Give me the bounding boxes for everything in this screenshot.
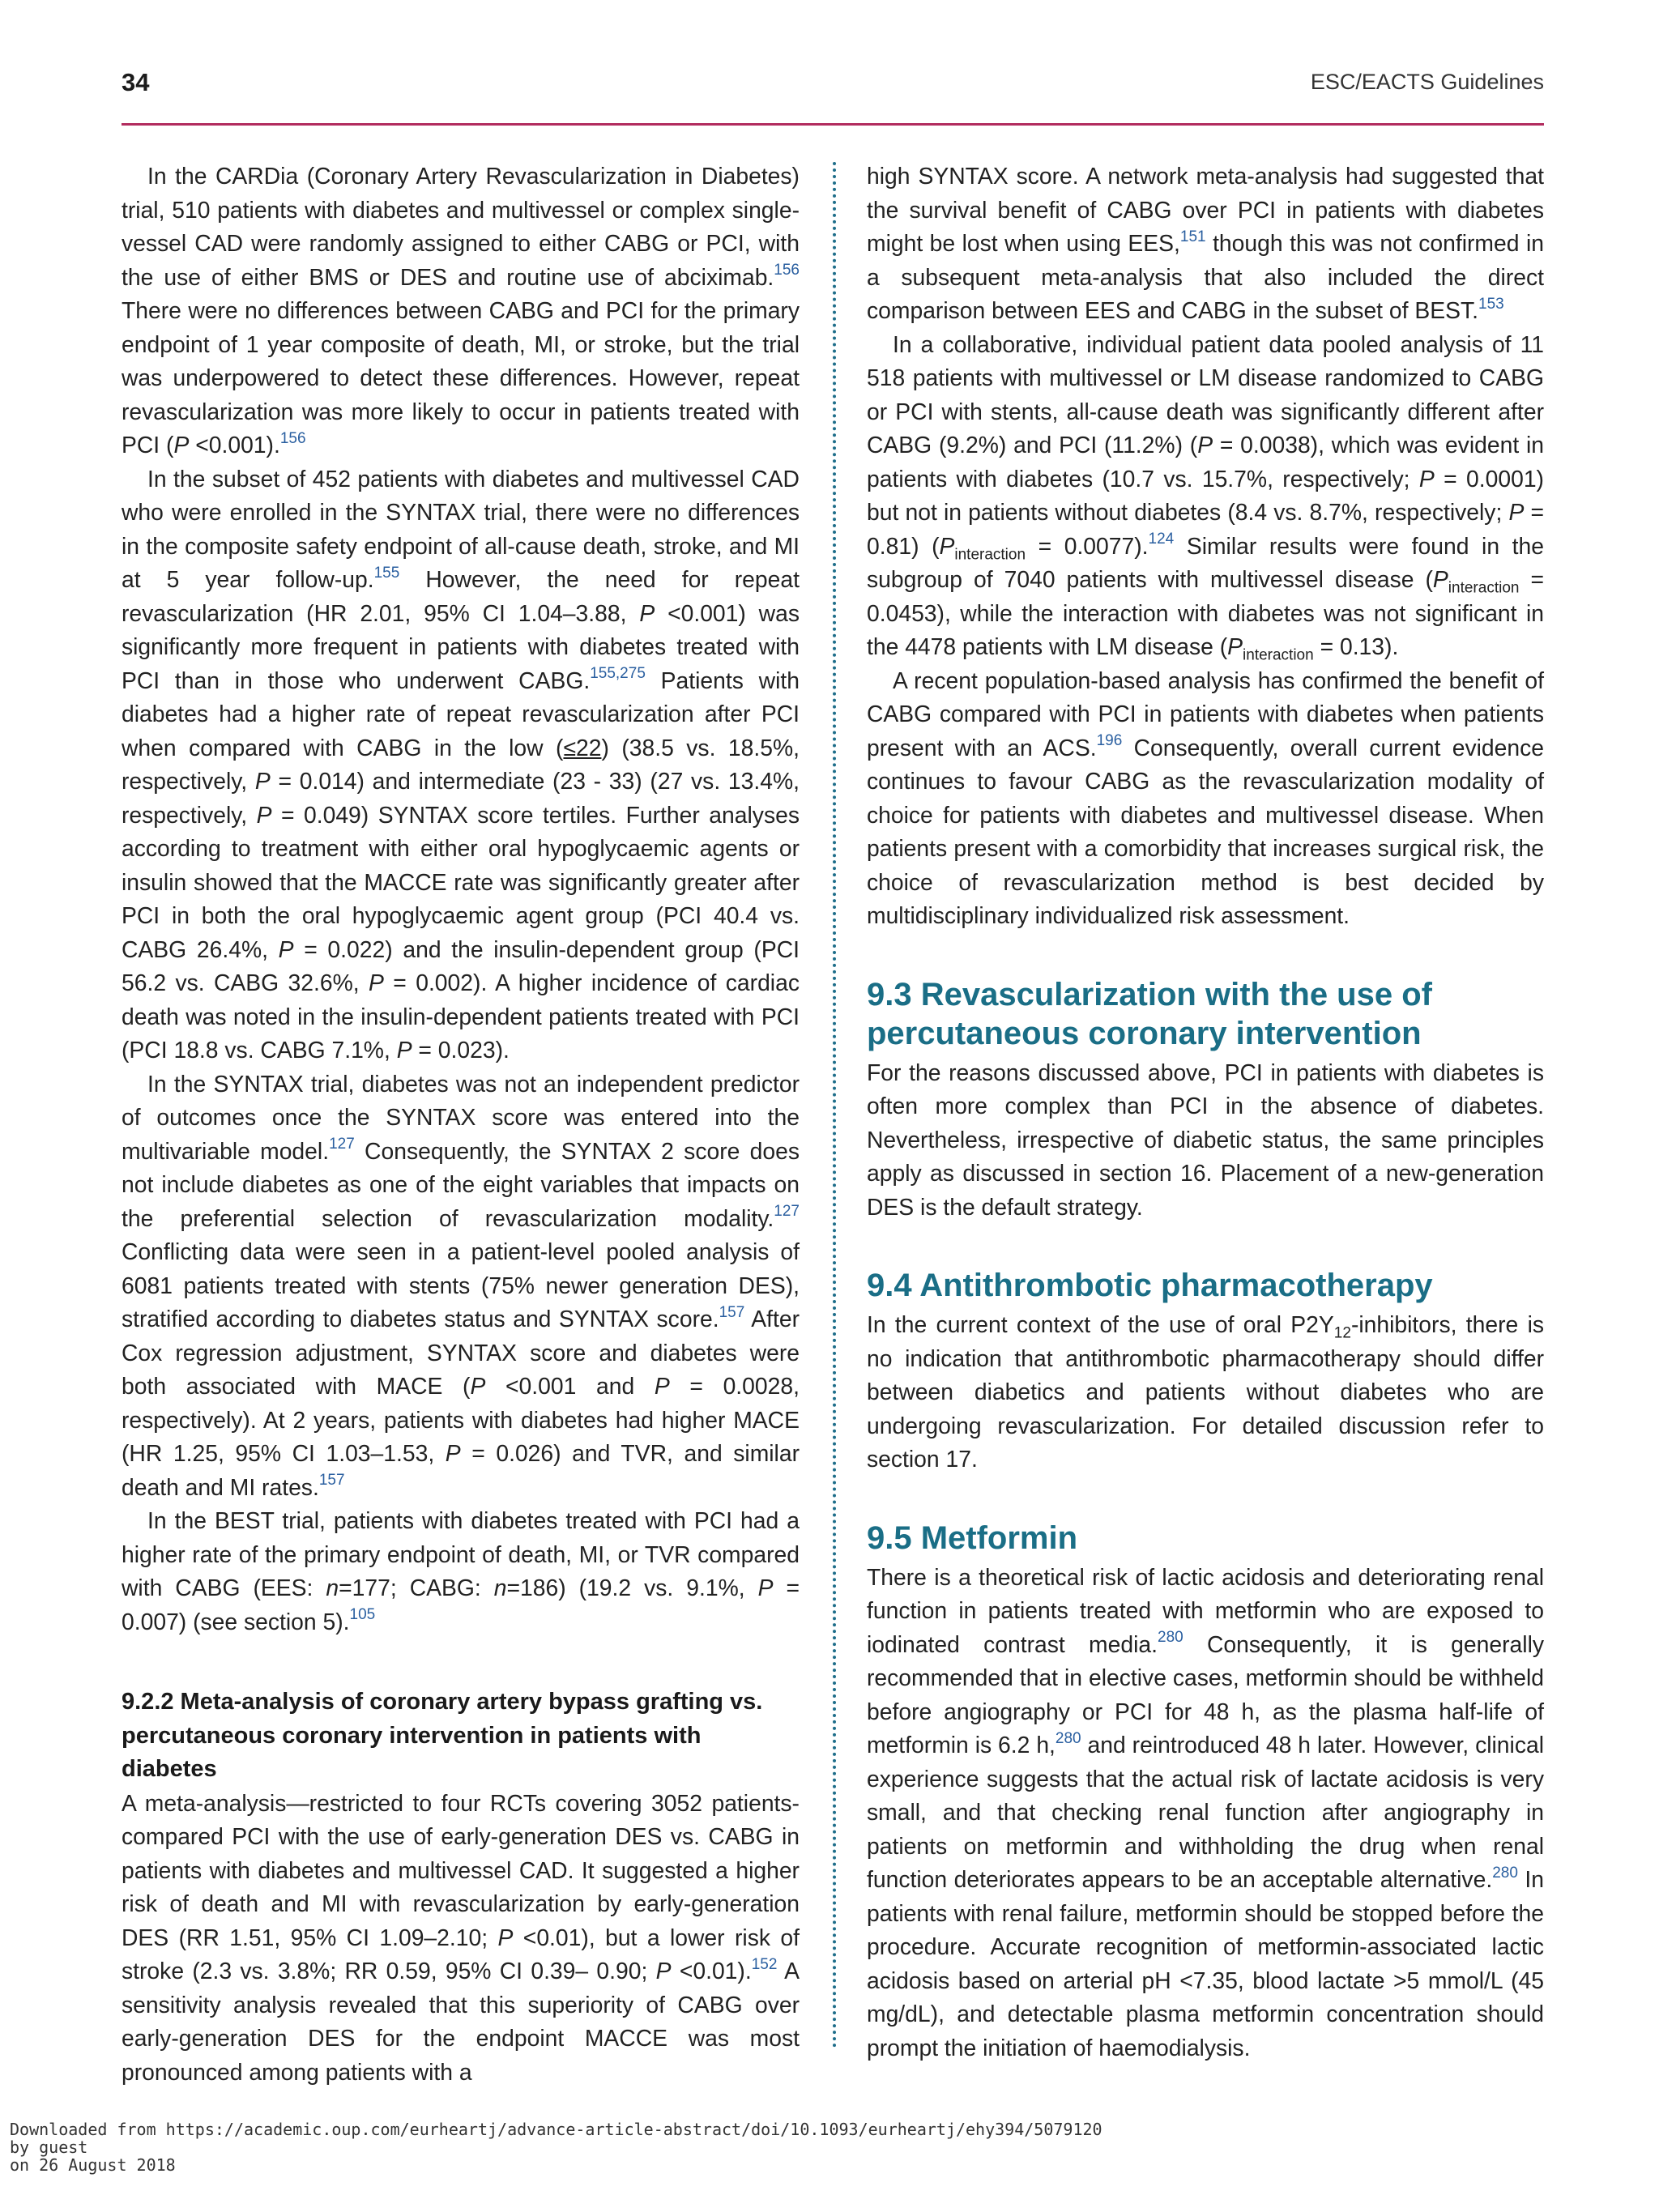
- paragraph-pooled-analysis: In a collaborative, individual patient data pooled analysis of 11 518 patients with multivessel or LM disease randomized to CABG or PCI with stents, all-cause death was significantly different after CABG (9.2%) and PCI (11.2%) (P = 0.0038), which was evident in patients with diabetes (10.7 vs. 15.7%, respectively; P = 0.0001) but not in patients without diabetes (8.4 vs. 8.7%, respectively; P = 0.81) $(P_{interaction} = 0.0077).^{124}$ Similar results were found in the subgroup of 7040 patients with multivessel disease $(P_{interaction} = 0.0453)$, while the interaction with diabetes was not significant in the 4478 patients with LM disease $(P_{interaction} = 0.13)$.: [867, 330, 1544, 664]
- paragraph-network-meta: high SYNTAX score. A network meta-analysis had suggested that the survival benefit of CABG over PCI in patients with diabetes might be lost when using EES,$^{151}$ though this was not confirmed in a subsequent meta-analysis that also included the direct comparison between EES and CABG in the subset of BEST.$^{153}$: [867, 163, 1544, 323]
- reference-link[interactable]: 156: [774, 262, 800, 279]
- reference-link[interactable]: 157: [318, 1472, 345, 1490]
- watermark-date-line: on 26 August 2018: [10, 2155, 176, 2175]
- paragraph-syntax-subset: In the subset of 452 patients with diabetes and multivessel CAD who were enrolled in the SYNTAX trial, there were no differences in the composite safety endpoint of all-cause death, stroke, and MI at 5 year follow-up.$^{155}$ However, the need for repeat revascularization (HR 2.01, 95% CI 1.04–3.88, P <0.001) was significantly more frequent in patients with diabetes treated with PCI than in those who underwent CABG.$^{155,275}$ Patients with diabetes had a higher rate of repeat revascularization after PCI when compared with CABG in the low (≤22) (38.5 vs. 18.5%, respectively, P = 0.014) and intermediate (23 - 33) (27 vs. 13.4%, respectively, P = 0.049) SYNTAX score tertiles. Further analyses according to treatment with either oral hypoglycaemic agents or insulin showed that the MACCE rate was significantly greater after PCI in both the oral hypoglycaemic agent group (PCI 40.4 vs. CABG 26.4%, P = 0.022) and the insulin-dependent group (PCI 56.2 vs. CABG 32.6%, P = 0.002). A higher incidence of cardiac death was noted in the insulin-dependent patients treated with PCI (PCI 18.8 vs. CABG 7.1%, P = 0.023).: [122, 465, 800, 1063]
- reference-link[interactable]: 157: [719, 1303, 745, 1321]
- paragraph-syntax-predictor: In the SYNTAX trial, diabetes was not an independent predictor of outcomes once the SYNTAX score was entered into the multivariable model.$^{127}$ Consequently, the SYNTAX 2 score does not include diabetes as one of the eight variables that impacts on the preferential selection of revascularization modality.$^{127}$ Conflicting data were seen in a patient-level pooled analysis of 6081 patients treated with stents (75% newer generation DES), stratified according to diabetes status and SYNTAX score.$^{157}$ After Cox regression adjustment, SYNTAX score and diabetes were both associated with MACE (P <0.001 and P = 0.0028, respectively). At 2 years, patients with diabetes had higher MACE (HR 1.25, 95% CI 1.03–1.53, P = 0.026) and TVR, and similar death and MI rates.$^{157}$: [122, 1070, 800, 1500]
- heading-9-2-2: 9.2.2 Meta-analysis of coronary artery bypass grafting vs. percutaneous coronary intervention in patients with diabetes: [122, 1689, 763, 1782]
- heading-9-4: 9.4 Antithrombotic pharmacotherapy: [867, 1268, 1433, 1303]
- reference-link[interactable]: 196: [1096, 732, 1123, 750]
- paragraph-metformin: There is a theoretical risk of lactic acidosis and deteriorating renal function in patients treated with metformin who are exposed to iodinated contrast media.$^{280}$ Consequently, it is generally recommended that in elective cases, metformin should be withheld before angiography or PCI for 48 h, as the plasma half-life of metformin is 6.2 h,$^{280}$ and reintroduced 48 h later. However, clinical experience suggests that the actual risk of lactate acidosis is very small, and that checking renal function after angiography in patients on metformin and withholding the drug when renal function deteriorates appears to be an acceptable alternative.$^{280}$ In patients with renal failure, metformin should be stopped before the procedure. Accurate recognition of metformin-associated lactic acidosis based on arterial pH <7.35, blood lactate >5 mmol/L (45 mg/dL), and detectable plasma metformin concentration should prompt the initiation of haemodialysis.: [867, 1563, 1545, 2061]
- paragraph-population-analysis: A recent population-based analysis has confirmed the benefit of CABG compared with PCI in patients with diabetes when patients present with an ACS.$^{196}$ Consequently, overall current evidence continues to favour CABG as the revascularization modality of choice for patients with diabetes and multivessel disease. When patients present with a comorbidity that increases surgical risk, the choice of revascularization method is best decided by multidisciplinary individualized risk assessment.: [867, 667, 1544, 928]
- reference-link[interactable]: 155: [373, 564, 400, 582]
- paragraph-best-trial: In the BEST trial, patients with diabetes treated with PCI had a higher rate of the primary endpoint of death, MI, or TVR compared with CABG (EES: n=177; CABG: n=186) (19.2 vs. 9.1%, P = 0.007) (see section 5).$^{105}$: [122, 1507, 800, 1634]
- reference-link[interactable]: 151: [1179, 228, 1206, 245]
- left-column: [122, 160, 800, 2089]
- paragraph-antithrombotic: In the current context of the use of oral $P2Y_{12}$-inhibitors, there is no indication that antithrombotic pharmacotherapy should differ between diabetics and patients without diabetes who are undergoing revascularization. For detailed discussion refer to section 17.: [867, 1311, 1545, 1472]
- reference-link[interactable]: 152: [751, 1955, 778, 1973]
- reference-link[interactable]: 280: [1055, 1729, 1081, 1747]
- watermark-url-line[interactable]: Downloaded from https://academic.oup.com/eurheartj/advance-article-abstract/doi/10.1093/eurheartj/ehy394/5079120: [10, 2120, 1102, 2139]
- paragraph-cardia: In the CARDia (Coronary Artery Revascularization in Diabetes) trial, 510 patients with diabetes and multivessel or complex single-vessel CAD were randomly assigned to either CABG or PCI, with the use of either BMS or DES and routine use of abciximab.$^{156}$ There were no differences between CABG and PCI for the primary endpoint of 1 year composite of death, MI, or stroke, but the trial was underpowered to detect these differences. However, repeat revascularization was more likely to occur in patients treated with PCI (P <0.001).$^{156}$: [122, 163, 800, 458]
- page-number: 34: [122, 68, 150, 96]
- watermark-guest-line: by guest: [10, 2137, 88, 2157]
- download-watermark: [10, 2120, 1102, 2174]
- reference-link[interactable]: 105: [349, 1606, 376, 1624]
- reference-link[interactable]: 127: [329, 1136, 355, 1153]
- reference-link[interactable]: 127: [774, 1203, 800, 1221]
- heading-9-5: 9.5 Metformin: [867, 1519, 1078, 1556]
- running-head: ESC/EACTS Guidelines: [1310, 70, 1544, 94]
- column-divider: [833, 162, 836, 2049]
- paragraph-pci-diabetes: For the reasons discussed above, PCI in patients with diabetes is often more complex than PCI in the absence of diabetes. Nevertheless, irrespective of diabetic status, the same principles apply as discussed in section 16. Placement of a new-generation DES is the default strategy.: [867, 1059, 1544, 1220]
- right-column: [867, 160, 1544, 2065]
- heading-9-3: 9.3 Revascularization with the use of percutaneous coronary intervention: [867, 976, 1432, 1051]
- reference-link[interactable]: 280: [1492, 1864, 1518, 1882]
- paragraph-meta-analysis: A meta-analysis—restricted to four RCTs covering 3052 patients-compared PCI with the use of early-generation DES vs. CABG in patients with diabetes and multivessel CAD. It suggested a higher risk of death and MI with revascularization by early-generation DES (RR 1.51, 95% CI 1.09–2.10; P <0.01), but a lower risk of stroke (2.3 vs. 3.8%; RR 0.59, 95% CI 0.39– 0.90; P <0.01).$^{152}$ A sensitivity analysis revealed that this superiority of CABG over early-generation DES for the endpoint MACCE was most pronounced among patients with a: [122, 1789, 800, 2085]
- reference-link[interactable]: 155,275: [590, 665, 646, 683]
- reference-link[interactable]: 156: [279, 429, 306, 447]
- header-rule: [122, 123, 1544, 126]
- reference-link[interactable]: 153: [1478, 295, 1504, 313]
- reference-link[interactable]: 124: [1148, 531, 1175, 548]
- reference-link[interactable]: 280: [1158, 1629, 1183, 1647]
